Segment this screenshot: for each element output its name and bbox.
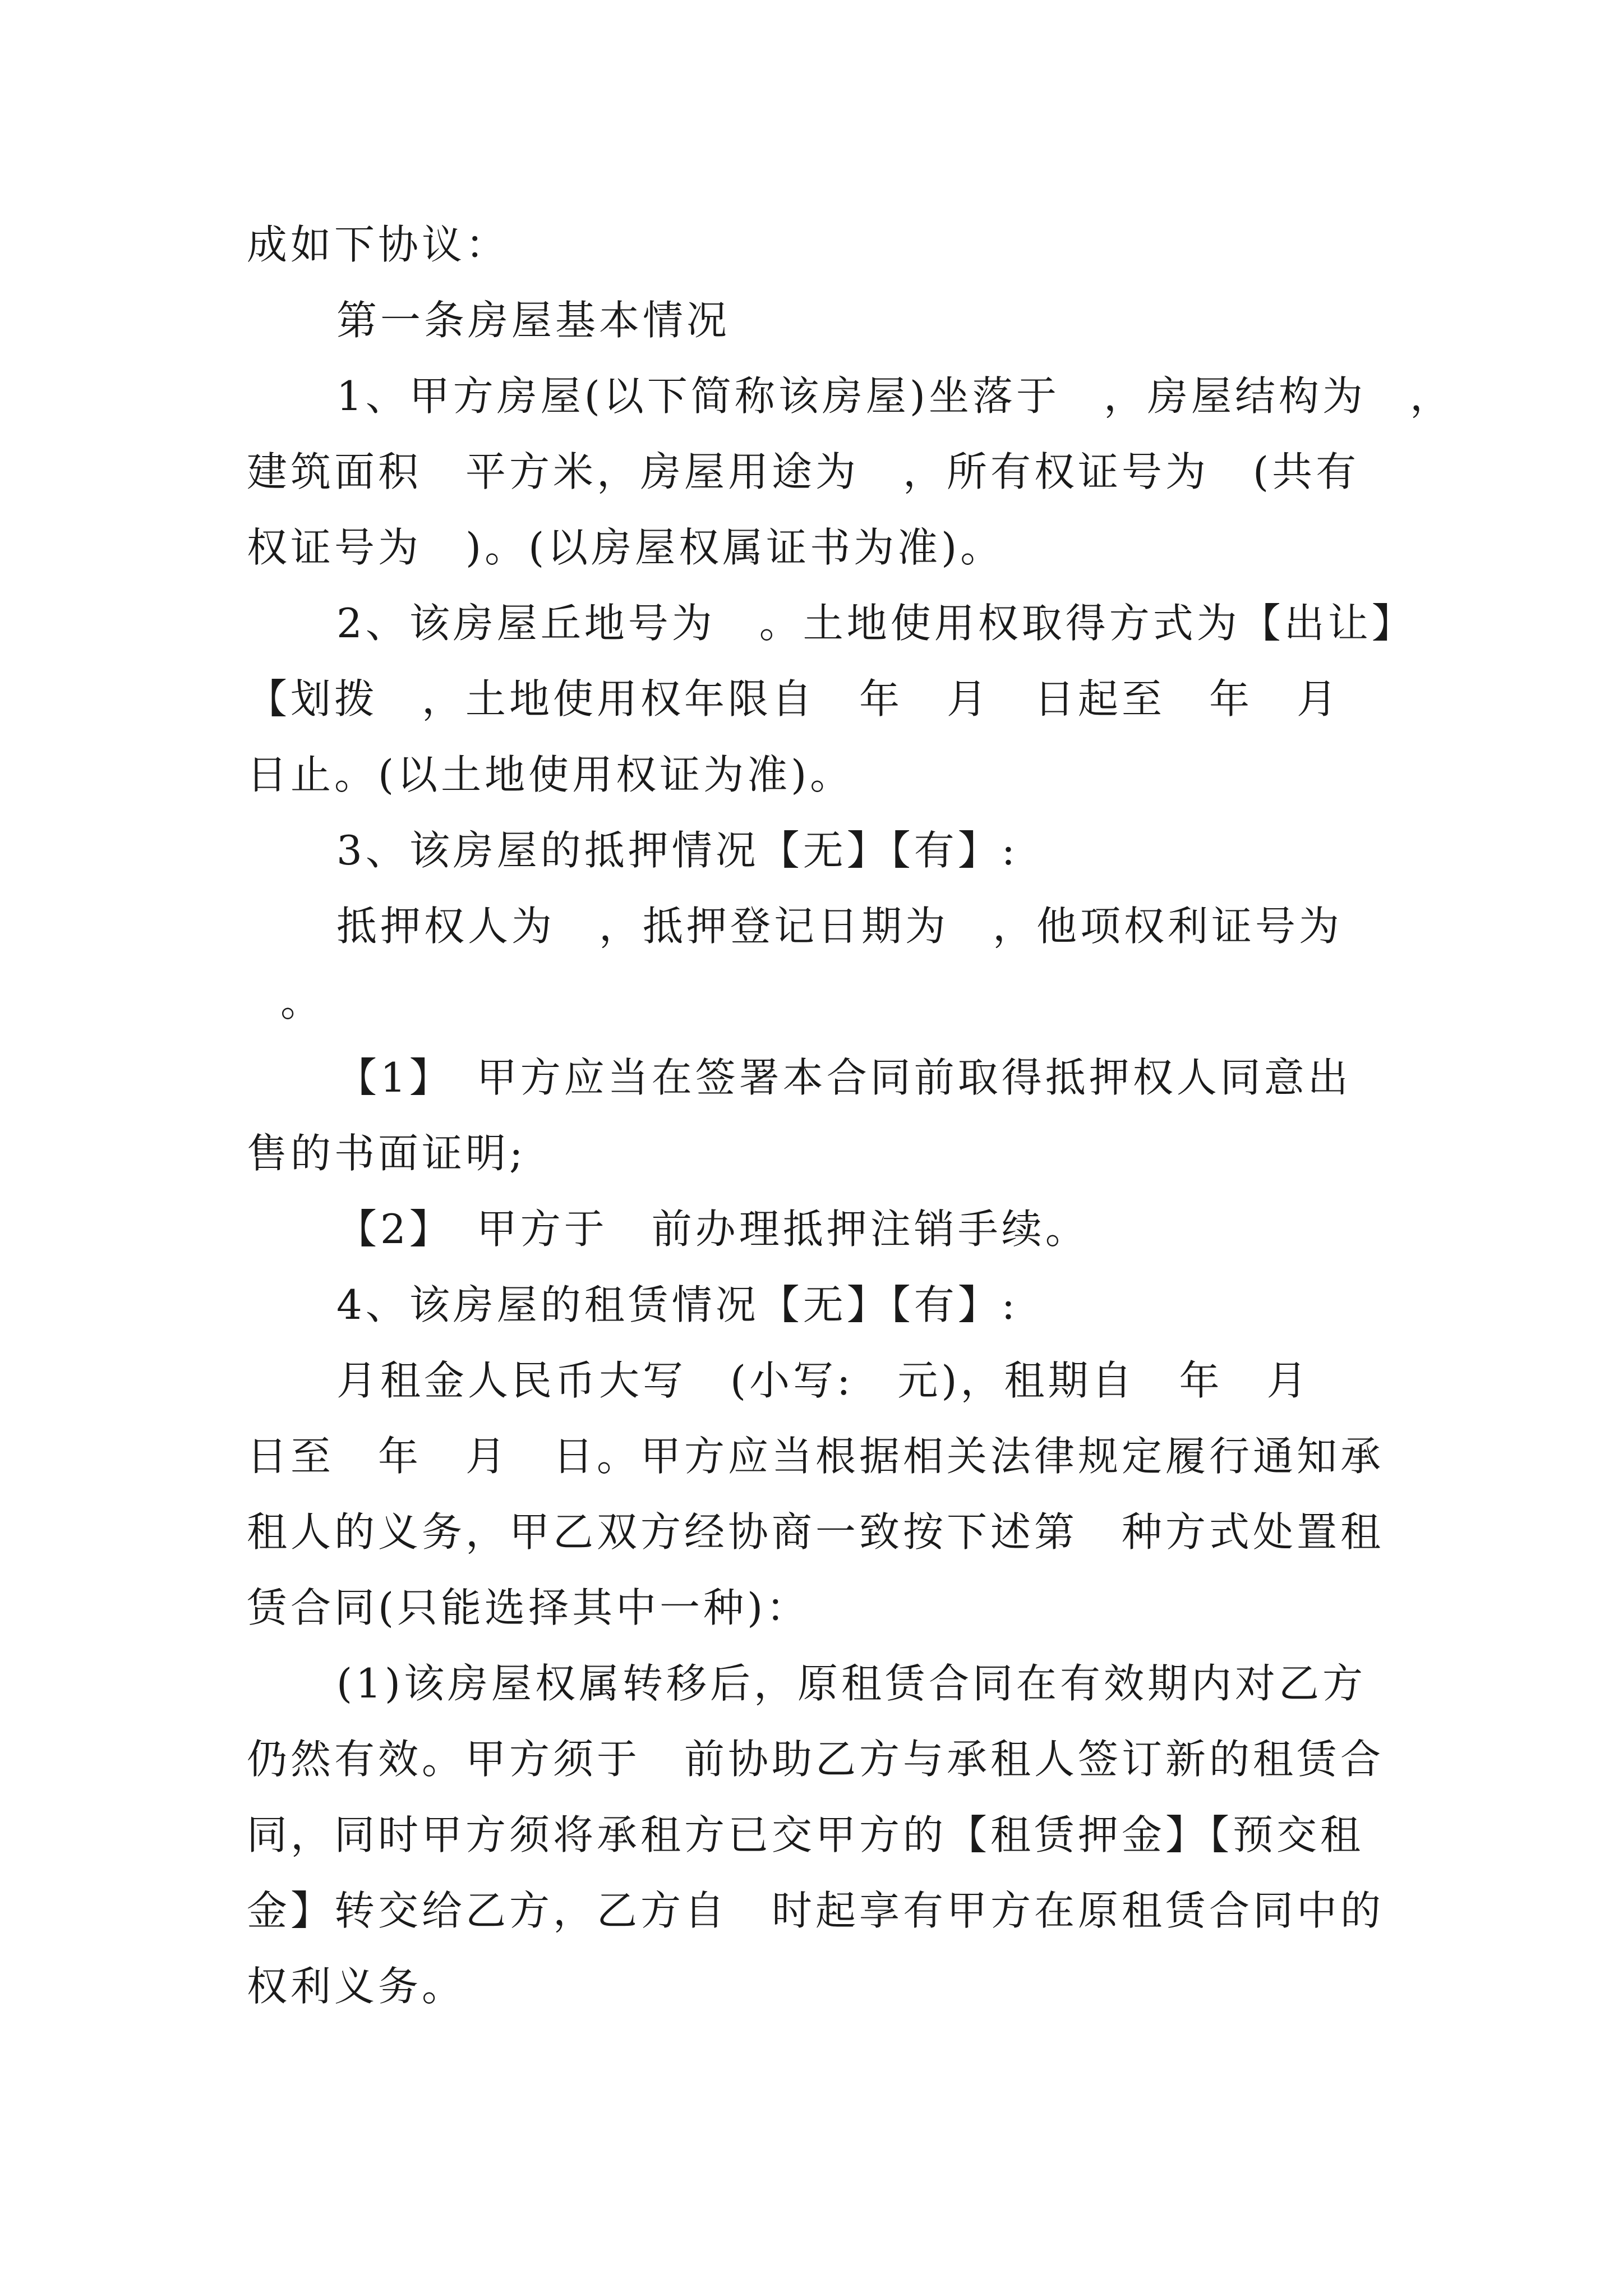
text-line-option-2: 【2】 甲方于 前办理抵押注销手续。 [336, 1205, 1089, 1253]
text-line: 抵押权人为 ，抵押登记日期为 ，他项权利证号为 [336, 903, 1343, 950]
text-line-clause-2: 2、该房屋丘地号为 。土地使用权取得方式为【出让】 [336, 600, 1415, 647]
text-line: 权证号为 )。(以房屋权属证书为准)。 [247, 524, 1004, 571]
text-line-clause-1: 1、甲方房屋(以下简称该房屋)坐落于 ，房屋结构为 ， [336, 372, 1454, 420]
section-heading-article-1: 第一条房屋基本情况 [336, 297, 731, 344]
text-line-clause-4: 4、该房屋的租赁情况【无】【有】: [336, 1281, 1019, 1328]
text-line: 【划拨 ，土地使用权年限自 年 月 日起至 年 月 [247, 675, 1341, 723]
text-line: 月租金人民币大写 (小写: 元)，租期自 年 月 [336, 1357, 1311, 1404]
text-line: 同，同时甲方须将承租方已交甲方的【租赁押金】【预交租 [247, 1811, 1364, 1858]
text-line: 日止。(以土地使用权证为准)。 [247, 751, 854, 798]
text-line: 日至 年 月 日。甲方应当根据相关法律规定履行通知承 [247, 1433, 1385, 1480]
text-line: 租人的义务，甲乙双方经协商一致按下述第 种方式处置租 [247, 1508, 1385, 1556]
text-line-sub-1: (1)该房屋权属转移后，原租赁合同在有效期内对乙方 [336, 1660, 1366, 1707]
text-line: 权利义务。 [247, 1963, 466, 2010]
text-line: 。 [280, 978, 325, 1025]
text-line: 建筑面积 平方米，房屋用途为 ，所有权证号为 (共有 [247, 448, 1360, 495]
text-line: 售的书面证明; [247, 1130, 527, 1177]
text-line: 金】转交给乙方，乙方自 时起享有甲方在原租赁合同中的 [247, 1887, 1385, 1934]
text-line-option-1: 【1】 甲方应当在签署本合同前取得抵押权人同意出 [336, 1054, 1352, 1101]
text-line-intro: 成如下协议： [247, 221, 510, 268]
text-line: 赁合同(只能选择其中一种)： [247, 1584, 810, 1631]
text-line: 仍然有效。甲方须于 前协助乙方与承租人签订新的租赁合 [247, 1736, 1385, 1783]
text-line-clause-3: 3、该房屋的抵押情况【无】【有】: [336, 827, 1019, 874]
